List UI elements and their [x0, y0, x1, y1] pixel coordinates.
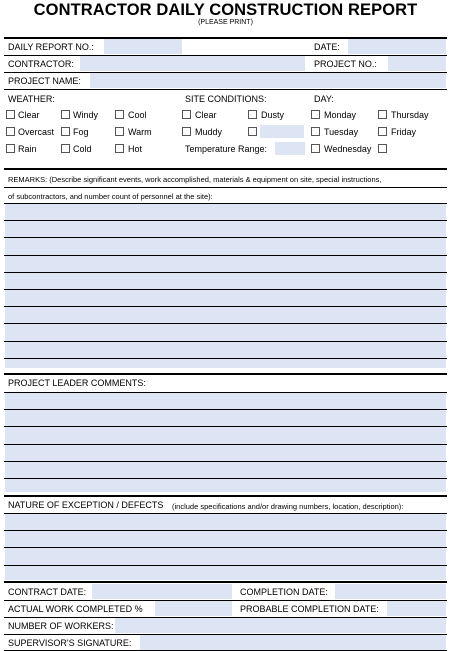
supervisors-signature-label: SUPERVISOR'S SIGNATURE: — [8, 638, 132, 648]
weather-cool-label: Cool — [128, 110, 147, 120]
day-monday-label: Monday — [324, 110, 357, 120]
site-muddy-checkbox[interactable] — [182, 127, 191, 136]
site-other-field[interactable] — [260, 125, 304, 138]
day-friday-checkbox[interactable] — [378, 127, 387, 136]
weather-clear-checkbox[interactable] — [6, 110, 15, 119]
project-leader-comments-label: PROJECT LEADER COMMENTS: — [8, 378, 146, 388]
weather-cold-checkbox[interactable] — [61, 144, 70, 153]
day-label: DAY: — [314, 94, 334, 104]
daily-report-no-field[interactable] — [104, 39, 182, 54]
project-name-label: PROJECT NAME: — [8, 76, 81, 86]
day-friday-label: Friday — [391, 127, 417, 137]
writing-line — [4, 220, 447, 221]
site-clear-checkbox[interactable] — [182, 110, 191, 119]
project-name-field[interactable] — [90, 73, 446, 88]
writing-line — [4, 530, 447, 531]
weather-warm-label: Warm — [128, 127, 152, 137]
day-tuesday-checkbox[interactable] — [311, 127, 320, 136]
weather-windy-label: Windy — [73, 110, 99, 120]
probable-completion-date-field[interactable] — [387, 601, 446, 616]
number-of-workers-field[interactable] — [115, 618, 446, 633]
writing-line — [4, 547, 447, 548]
site-other-checkbox[interactable] — [248, 127, 257, 136]
day-wednesday-label: Wednesday — [324, 144, 372, 154]
nature-of-exception-label: NATURE OF EXCEPTION / DEFECTS — [8, 500, 164, 510]
project-no-label: PROJECT NO.: — [314, 59, 377, 69]
completion-date-field[interactable] — [335, 584, 446, 599]
day-other-checkbox[interactable] — [378, 144, 387, 153]
writing-line — [4, 426, 447, 427]
writing-line — [4, 289, 447, 290]
weather-rain-label: Rain — [18, 144, 37, 154]
project-no-field[interactable] — [388, 56, 446, 71]
weather-cold-label: Cold — [73, 144, 92, 154]
date-field[interactable] — [348, 39, 446, 54]
section-rule — [4, 168, 447, 170]
section-rule — [4, 495, 447, 497]
temperature-range-field[interactable] — [275, 142, 305, 155]
probable-completion-date-label: PROBABLE COMPLETION DATE: — [240, 604, 379, 614]
writing-line — [4, 203, 447, 204]
site-dusty-checkbox[interactable] — [248, 110, 257, 119]
remarks-label: REMARKS: (Describe significant events, work accomplished, materials & equipment on site, special instructions, — [8, 175, 382, 184]
project-leader-comments-area[interactable] — [5, 392, 446, 492]
actual-work-completed-field[interactable] — [155, 601, 232, 616]
writing-line — [4, 409, 447, 410]
remarks-area[interactable] — [5, 203, 446, 368]
report-subtitle: (PLEASE PRINT) — [198, 19, 253, 26]
report-title: CONTRACTOR DAILY CONSTRUCTION REPORT — [33, 1, 418, 19]
writing-line — [4, 341, 447, 342]
number-of-workers-label: NUMBER OF WORKERS: — [8, 621, 114, 631]
nature-of-exception-note: (include specifications and/or drawing numbers, location, description): — [172, 502, 404, 511]
remarks-label-continued: of subcontractors, and number count of personnel at the site): — [8, 192, 213, 201]
weather-hot-label: Hot — [128, 144, 143, 154]
contract-date-label: CONTRACT DATE: — [8, 587, 87, 597]
site-clear-label: Clear — [195, 110, 217, 120]
weather-windy-checkbox[interactable] — [61, 110, 70, 119]
weather-overcast-checkbox[interactable] — [6, 127, 15, 136]
contract-date-field[interactable] — [92, 584, 232, 599]
writing-line — [4, 255, 447, 256]
writing-line — [4, 392, 447, 393]
weather-clear-label: Clear — [18, 110, 40, 120]
weather-fog-checkbox[interactable] — [61, 127, 70, 136]
writing-line — [4, 513, 447, 514]
actual-work-completed-label: ACTUAL WORK COMPLETED % — [8, 604, 143, 614]
section-rule — [4, 373, 447, 375]
weather-label: WEATHER: — [8, 94, 55, 104]
contractor-field[interactable] — [80, 56, 305, 71]
site-conditions-label: SITE CONDITIONS: — [185, 94, 267, 104]
weather-rain-checkbox[interactable] — [6, 144, 15, 153]
weather-fog-label: Fog — [73, 127, 89, 137]
writing-line — [4, 478, 447, 479]
writing-line — [4, 323, 447, 324]
writing-line — [4, 272, 447, 273]
daily-report-no-label: DAILY REPORT NO.: — [8, 42, 94, 52]
day-monday-checkbox[interactable] — [311, 110, 320, 119]
writing-line — [4, 565, 447, 566]
weather-hot-checkbox[interactable] — [115, 144, 124, 153]
section-rule — [4, 581, 447, 583]
writing-line — [4, 306, 447, 307]
site-muddy-label: Muddy — [195, 127, 223, 137]
writing-line — [4, 237, 447, 238]
date-label: DATE: — [314, 42, 340, 52]
contractor-label: CONTRACTOR: — [8, 59, 74, 69]
writing-line — [4, 444, 447, 445]
day-thursday-label: Thursday — [391, 110, 429, 120]
temperature-range-label: Temperature Range: — [185, 144, 268, 154]
day-tuesday-label: Tuesday — [324, 127, 359, 137]
weather-warm-checkbox[interactable] — [115, 127, 124, 136]
weather-overcast-label: Overcast — [18, 127, 55, 137]
supervisors-signature-field[interactable] — [140, 635, 446, 650]
day-thursday-checkbox[interactable] — [378, 110, 387, 119]
day-wednesday-checkbox[interactable] — [311, 144, 320, 153]
completion-date-label: COMPLETION DATE: — [240, 587, 328, 597]
weather-cool-checkbox[interactable] — [115, 110, 124, 119]
rule — [4, 89, 447, 90]
writing-line — [4, 461, 447, 462]
writing-line — [4, 358, 447, 359]
rule — [4, 187, 447, 188]
site-dusty-label: Dusty — [261, 110, 285, 120]
